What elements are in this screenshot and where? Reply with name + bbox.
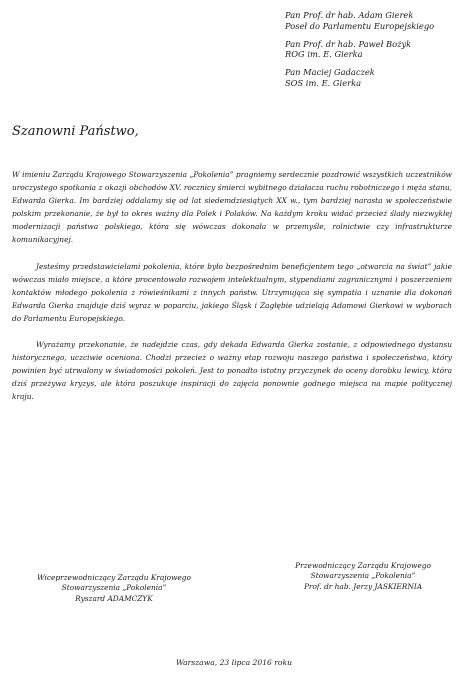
- salutation: Szanowni Państwo,: [12, 124, 139, 139]
- signature-organization: Stowarzyszenia „Pokolenia”: [310, 571, 416, 581]
- signature-role: Wiceprzewodniczący Zarządu Krajowego: [37, 573, 191, 582]
- recipient-2: [285, 39, 465, 60]
- signature-right: [270, 561, 456, 592]
- recipients-block: [285, 10, 465, 96]
- recipient-1: [285, 10, 465, 31]
- recipient-title: ROG im. E. Gierka: [285, 49, 363, 59]
- letter-body: [12, 168, 452, 417]
- paragraph-3: Wyrażamy przekonanie, że nadejdzie czas, gdy dekada Edwarda Gierka zostanie, z odpowiednego dystansu historycznego, uczciwie oceniona. Chodzi przecież o ważny etap rozwoju naszego państwa i społeczeństwa, który powinien być utrwalony w świadomości pokoleń. Jest to ponadto istotny przyczynek do oceny dorobku lewicy, która dziś przeżywa kryzys, ale która poszukuje inspiracji do zajęcia ponownie godnego miejsca na mapie politycznej kraju.: [12, 340, 452, 402]
- recipient-title: SOS im. E. Gierka: [285, 77, 362, 88]
- signature-organization: Stowarzyszenia „Pokolenia”: [61, 583, 167, 593]
- letter-date: Warszawa, 23 lipca 2016 roku: [175, 658, 292, 667]
- signature-role: Przewodniczący Zarządu Krajowego: [295, 561, 431, 570]
- recipient-name: Pan Prof. dr hab. Adam Gierek: [285, 10, 414, 20]
- paragraph-1: W imieniu Zarządu Krajowego Stowarzyszenia „Pokolenia” pragniemy serdecznie pozdrowić wszystkich uczestników uroczystego spotkania z okazji obchodów XV. rocznicy śmierci wybitnego działacza ruchu robotniczego i męża stanu, Edwarda Gierka. Im bardziej oddalamy się od lat siedemdziesiątych XX w., tym bardziej narasta w społeczeństwie polskim przekonanie, że był to okres ważny dla Polek i Polaków. Na każdym kroku widać przecież ślady niezwykłej modernizacji państwa polskiego, która się wówczas dokonała w przemyśle, rolnictwie czy infrastrukturze komunikacyjnej.: [12, 170, 452, 245]
- signature-name: Prof. dr hab. Jerzy JASKIERNIA: [303, 581, 423, 591]
- recipient-3: [285, 67, 465, 88]
- paragraph-2: Jesteśmy przedstawicielami pokolenia, które było bezpośrednim beneficjentem tego „otwarcia na świat” jakie wówczas miało miejsce, a które procentowało rozwojem intelektualnym, stypendiami zagranicznymi i poszerzeniem kontaktów młodego pokolenia z rówieśnikami z innych państw. Utrzymująca się sympatia i uznanie dla dokonań Edwarda Gierka znajduje dziś wyraz w poparciu, jakiego Śląsk i Zagłębie udzielają Adamowi Gierkowi w wyborach do Parlamentu Europejskiego.: [12, 261, 452, 323]
- recipient-name: Pan Maciej Gadaczek: [285, 67, 375, 77]
- signature-left: [34, 573, 194, 604]
- signature-name: Ryszard ADAMCZYK: [75, 593, 153, 603]
- recipient-title: Poseł do Parlamentu Europejskiego: [285, 20, 435, 31]
- recipient-name: Pan Prof. dr hab. Paweł Bożyk: [285, 38, 412, 49]
